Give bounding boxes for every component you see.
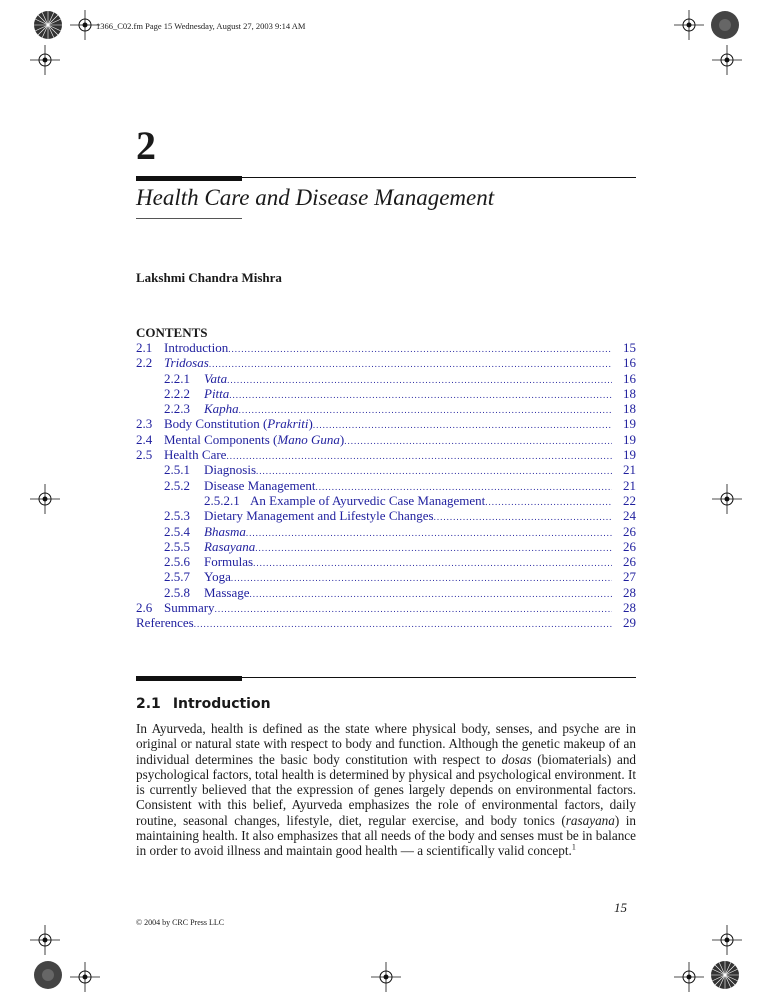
crosshair-target-icon <box>30 925 60 955</box>
toc-entry[interactable] <box>136 462 636 477</box>
toc-page-number: 28 <box>623 584 636 600</box>
toc-entry-number: 2.5.2 <box>164 477 190 493</box>
toc-entry-number: 2.5.5 <box>164 538 190 554</box>
footnote-reference[interactable]: 1 <box>571 842 576 852</box>
toc-entry-title: Pitta <box>204 385 230 401</box>
toc-entry[interactable] <box>136 432 636 447</box>
toc-entry[interactable] <box>136 371 636 386</box>
toc-page-number: 26 <box>623 538 636 554</box>
toc-entry-title: Disease Management <box>204 477 316 493</box>
section-number: 2.1 <box>136 696 161 712</box>
crosshair-target-icon <box>30 45 60 75</box>
toc-entry[interactable] <box>136 478 636 493</box>
toc-entry[interactable] <box>136 615 636 630</box>
toc-leader-dots <box>313 418 612 433</box>
toc-entry-number: 2.2.2 <box>164 385 190 401</box>
toc-entry-number: 2.5.4 <box>164 523 190 539</box>
paragraph-text: In Ayurveda, health is defined as the state where physical body, senses, and psyche are in original or natural state with respect to body and function. Although the genetic makeup of an individual determines the basic body constitution with respect to <box>136 721 636 767</box>
toc-page-number: 19 <box>623 447 636 463</box>
author-name: Lakshmi Chandra Mishra <box>136 270 282 285</box>
toc-entry-title: Kapha <box>204 401 239 417</box>
paragraph-text: ) in maintaining health. It also emphasizes that all needs of the body and senses must be in balance in order to avoid illness and maintain good health — a scientifically valid concept. <box>136 812 636 859</box>
toc-page-number: 22 <box>623 492 636 508</box>
toc-page-number: 26 <box>623 554 636 570</box>
toc-entry[interactable] <box>136 416 636 431</box>
toc-leader-dots <box>344 434 612 449</box>
registration-starburst-icon <box>33 960 63 990</box>
toc-page-number: 19 <box>623 416 636 432</box>
toc-page-number: 18 <box>623 401 636 417</box>
toc-leader-dots <box>485 495 612 510</box>
toc-page-number: 29 <box>623 615 636 631</box>
toc-entry-number: 2.5.1 <box>164 462 190 478</box>
crosshair-target-icon <box>712 925 742 955</box>
toc-entry-title: Mental Components (Mano Guna) <box>164 431 345 447</box>
chapter-rule <box>136 176 242 181</box>
toc-page-number: 15 <box>623 340 636 355</box>
crosshair-target-icon <box>30 484 60 514</box>
section-heading <box>136 696 271 712</box>
toc-entry[interactable] <box>136 340 636 355</box>
toc-leader-dots <box>228 342 612 357</box>
toc-entry[interactable] <box>136 585 636 600</box>
table-of-contents <box>136 340 636 631</box>
toc-entry[interactable] <box>136 355 636 370</box>
section-title: Introduction <box>172 696 271 712</box>
toc-entry-number: 2.5 <box>136 447 153 463</box>
toc-entry-title: Health Care <box>164 447 227 463</box>
toc-entry-title: An Example of Ayurvedic Case Management <box>250 492 486 508</box>
toc-page-number: 16 <box>623 370 636 386</box>
toc-entry-title: Yoga <box>204 569 231 585</box>
crosshair-target-icon <box>674 962 704 992</box>
toc-page-number: 27 <box>623 569 636 585</box>
toc-entry-number: 2.2.3 <box>164 401 190 417</box>
toc-entry-number: 2.4 <box>136 431 153 447</box>
toc-entry-number: 2.6 <box>136 600 153 616</box>
print-header: 1366_C02.fm Page 15 Wednesday, August 27, 2003 9:14 AM <box>96 21 306 31</box>
chapter-number: 2 <box>136 123 156 168</box>
toc-entry-title: Tridosas <box>164 355 209 371</box>
toc-entry[interactable] <box>136 554 636 569</box>
registration-starburst-icon <box>33 10 63 40</box>
paragraph-text: (biomaterials) and psychological factors, total health is determined by physical and psychological environment. It is currently believed that the expression of genes largely depends on environmental factors. Consistent with this belief, Ayurveda emphasizes the role of environmental factors, daily routine, seasonal changes, lifestyle, diet, regular exercise, and body tonics ( <box>136 751 637 828</box>
page-number: 15 <box>614 900 627 915</box>
toc-page-number: 18 <box>623 385 636 401</box>
toc-entry[interactable] <box>136 508 636 523</box>
toc-entry-title: Dietary Management and Lifestyle Changes <box>204 508 434 524</box>
toc-entry-title: Formulas <box>204 554 254 570</box>
crosshair-target-icon <box>371 962 401 992</box>
section-rule <box>136 676 242 681</box>
toc-page-number: 26 <box>623 523 636 539</box>
toc-entry[interactable] <box>136 447 636 462</box>
toc-entry-title: Vata <box>204 370 228 386</box>
chapter-rule-thin <box>242 177 636 178</box>
toc-page-number: 28 <box>623 600 636 616</box>
paragraph-emphasis: rasayana <box>565 812 615 828</box>
toc-entry[interactable] <box>136 493 636 508</box>
toc-entry-title: References <box>136 615 194 631</box>
toc-entry[interactable] <box>136 569 636 584</box>
contents-heading: CONTENTS <box>136 325 208 340</box>
toc-entry-number: 2.2 <box>136 355 153 371</box>
toc-entry-title: Rasayana <box>204 538 256 554</box>
toc-page-number: 21 <box>623 477 636 493</box>
title-underline <box>136 218 242 219</box>
toc-leader-dots <box>209 357 612 372</box>
toc-entry-number: 2.5.8 <box>164 584 190 600</box>
toc-leader-dots <box>231 571 612 586</box>
copyright-notice: © 2004 by CRC Press LLC <box>136 918 225 927</box>
toc-entry-number: 2.5.6 <box>164 554 190 570</box>
crosshair-target-icon <box>712 45 742 75</box>
toc-entry[interactable] <box>136 600 636 615</box>
toc-entry[interactable] <box>136 539 636 554</box>
toc-leader-dots <box>250 587 613 602</box>
toc-entry-title: Body Constitution (Prakriti) <box>164 416 313 432</box>
toc-entry-number: 2.5.3 <box>164 508 190 524</box>
crosshair-target-icon <box>70 962 100 992</box>
toc-entry-title: Bhasma <box>204 523 246 539</box>
registration-starburst-icon <box>710 960 740 990</box>
toc-entry-number: 2.2.1 <box>164 370 190 386</box>
chapter-title: Health Care and Disease Management <box>136 185 495 210</box>
toc-entry[interactable] <box>136 401 636 416</box>
toc-page-number: 21 <box>623 462 636 478</box>
paragraph-emphasis: dosas <box>501 751 532 767</box>
toc-leader-dots <box>255 541 612 556</box>
toc-leader-dots <box>253 556 612 571</box>
toc-leader-dots <box>246 526 612 541</box>
toc-entry-title: Summary <box>164 600 215 616</box>
crosshair-target-icon <box>712 484 742 514</box>
toc-page-number: 19 <box>623 431 636 447</box>
toc-entry-title: Diagnosis <box>204 462 256 478</box>
toc-page-number: 16 <box>623 355 636 371</box>
crosshair-target-icon <box>674 10 704 40</box>
toc-leader-dots <box>434 510 612 525</box>
toc-leader-dots <box>194 617 612 632</box>
body-paragraph <box>136 721 636 859</box>
section-rule-thin <box>242 677 636 678</box>
toc-entry-number: 2.1 <box>136 340 153 355</box>
toc-leader-dots <box>226 449 612 464</box>
toc-entry-number: 2.3 <box>136 416 153 432</box>
toc-page-number: 24 <box>623 508 636 524</box>
toc-entry-number: 2.5.2.1 <box>204 492 240 508</box>
toc-entry-number: 2.5.7 <box>164 569 190 585</box>
toc-leader-dots <box>229 388 612 403</box>
toc-entry[interactable] <box>136 386 636 401</box>
toc-leader-dots <box>215 602 612 617</box>
toc-entry-title: Introduction <box>164 340 229 355</box>
registration-starburst-icon <box>710 10 740 40</box>
toc-entry-title: Massage <box>204 584 250 600</box>
toc-entry[interactable] <box>136 524 636 539</box>
toc-leader-dots <box>227 373 612 388</box>
